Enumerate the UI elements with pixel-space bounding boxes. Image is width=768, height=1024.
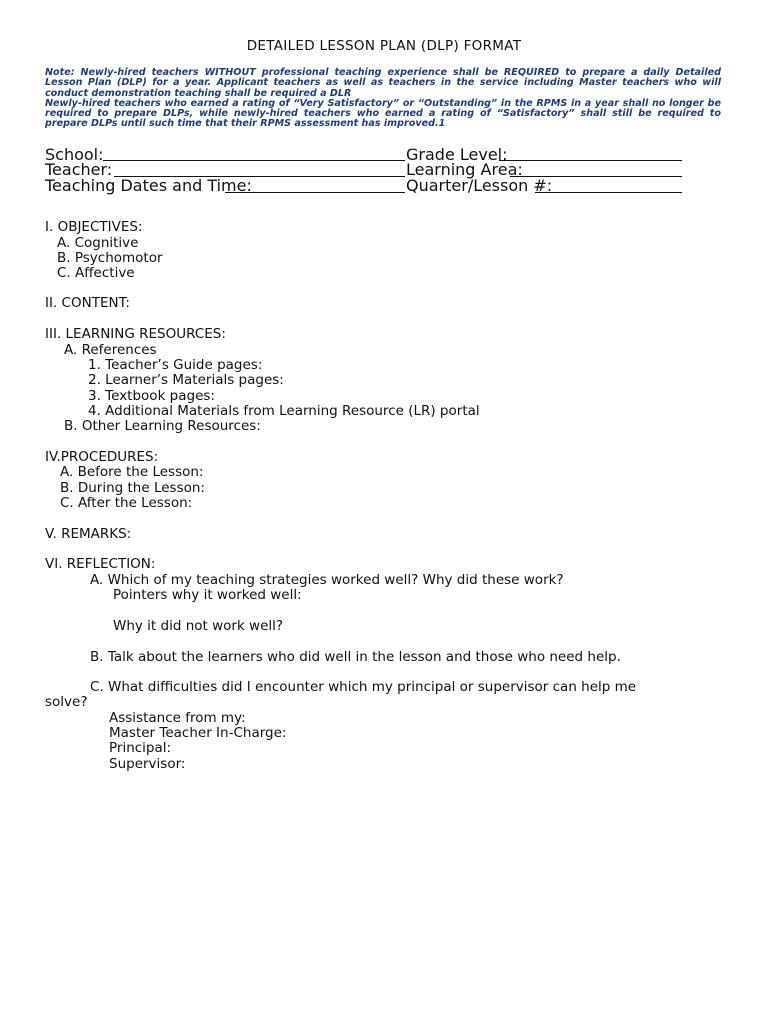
teaching-dates-label: Teaching Dates and Time:	[45, 176, 252, 195]
references-item: A. References	[64, 342, 157, 358]
reflection-question-b: B. Talk about the learners who did well in the lesson and those who need help.	[90, 649, 621, 665]
remarks-heading: V. REMARKS:	[45, 526, 132, 542]
other-resources-item: B. Other Learning Resources:	[64, 418, 261, 434]
pointers-worked-well: Pointers why it worked well:	[113, 587, 302, 603]
note-paragraph-2: Newly-hired teachers who earned a rating of “Very Satisfactory” or “Outstanding” in the RPMS in a year shall no longer be required to prepare DLPs, while newly-hired teachers who earned a rating of “Satisfactory” shall still be required to prepare DLPs until such time that their RPMS assessment has improved.1	[45, 97, 721, 130]
objective-item: C. Affective	[57, 265, 135, 281]
teacher-label: Teacher:	[45, 160, 113, 179]
teaching-dates-field	[45, 176, 252, 195]
school-field	[45, 145, 104, 164]
reference-item: 2. Learner’s Materials pages:	[88, 372, 284, 388]
objectives-heading: I. OBJECTIVES:	[45, 219, 143, 235]
note-block	[45, 68, 721, 130]
reference-item: 3. Textbook pages:	[88, 388, 215, 404]
procedure-item: A. Before the Lesson:	[60, 464, 204, 480]
quarter-lesson-field	[406, 176, 553, 195]
objective-item: B. Psychomotor	[57, 250, 163, 266]
learning-area-label: Learning Area:	[406, 160, 523, 179]
learning-area-field	[406, 160, 523, 179]
reflection-question-c-cont: solve?	[45, 694, 88, 710]
reference-item: 1. Teacher’s Guide pages:	[88, 357, 263, 373]
teaching-dates-line	[225, 192, 405, 193]
grade-level-field	[406, 145, 508, 164]
grade-level-label: Grade Level:	[406, 145, 508, 164]
document-title: DETAILED LESSON PLAN (DLP) FORMAT	[246, 38, 522, 54]
reflection-heading: VI. REFLECTION:	[45, 556, 156, 572]
grade-level-line	[499, 160, 682, 161]
quarter-lesson-line	[535, 192, 682, 193]
procedure-item: C. After the Lesson:	[60, 495, 193, 511]
procedure-item: B. During the Lesson:	[60, 480, 205, 496]
assistance-label: Assistance from my:	[109, 710, 246, 726]
procedures-heading: IV.PROCEDURES:	[45, 449, 159, 465]
reflection-question-c: C. What difficulties did I encounter which my principal or supervisor can help me	[90, 679, 637, 695]
pointers-not-work-well: Why it did not work well?	[113, 618, 284, 634]
note-paragraph-1: Note: Newly-hired teachers WITHOUT professional teaching experience shall be REQUIRED to prepare a daily Detailed Lesson Plan (DLP) for a year. Applicant teachers as well as teachers in the service including Master teachers who will conduct demonstration teaching shall be required a DLR	[45, 67, 721, 99]
supervisor-label: Supervisor:	[109, 756, 186, 772]
teacher-field	[45, 160, 113, 179]
quarter-lesson-label: Quarter/Lesson #:	[406, 176, 553, 195]
resources-heading: III. LEARNING RESOURCES:	[45, 326, 226, 342]
school-line	[103, 160, 405, 161]
reference-item: 4. Additional Materials from Learning Resource (LR) portal	[88, 403, 480, 419]
principal-label: Principal:	[109, 740, 172, 756]
master-teacher-label: Master Teacher In-Charge:	[109, 725, 287, 741]
content-heading: II. CONTENT:	[45, 295, 130, 311]
school-label: School:	[45, 145, 104, 164]
objective-item: A. Cognitive	[57, 235, 139, 251]
reflection-question-a: A. Which of my teaching strategies worked well? Why did these work?	[90, 572, 564, 588]
